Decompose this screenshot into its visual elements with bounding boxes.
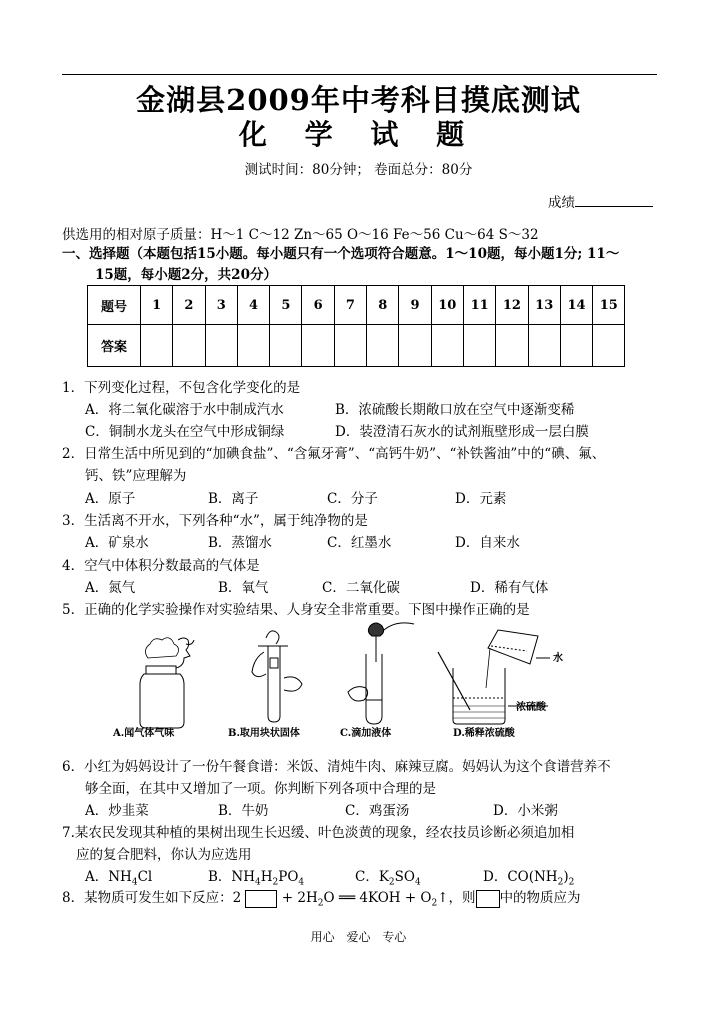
figure-a-smell-gas [140,638,194,728]
question-number: 9 [399,286,431,325]
question-number: 7 [334,286,366,325]
figure-c-drop-liquid [348,623,414,724]
score-label: 成绩 [548,195,575,211]
section1-heading-line2: 15题，每小题2分，共20分） [95,267,277,283]
q1-option-b: B．浓硫酸长期敞口放在空气中逐渐变稀 [335,402,575,418]
q4-option-b: B．氧气 [218,580,269,596]
page-subtitle: 化 学 试 题 [238,118,479,151]
q7-stem-line1: 7.某农民发现其种植的果树出现生长迟缓、叶色淡黄的现象，经农技员诊断必须追加相 [62,825,575,841]
answer-table-label: 答案 [88,325,141,367]
section1-heading-line1: 一、选择题（本题包括15小题。每小题只有一个选项符合题意。1～10题，每小题1分; 11～ [62,246,620,262]
question-number: 4 [237,286,269,325]
question-number: 12 [496,286,528,325]
answer-cell[interactable] [593,325,625,367]
q7-option-a: A．$NH_4Cl$ [85,869,153,888]
q1-stem: 1．下列变化过程，不包含化学变化的是 [62,380,301,396]
q2-option-a: A．原子 [85,491,136,507]
question-number: 6 [302,286,334,325]
answer-cell[interactable] [496,325,528,367]
q2-stem-line2: 钙、铁”应理解为 [85,468,187,484]
figure-d-water-label: 水 [553,653,563,664]
question-number: 11 [463,286,495,325]
q1-option-c: C．铜制水龙头在空气中形成铜绿 [85,424,285,440]
answer-cell[interactable] [560,325,592,367]
q2-option-b: B．离子 [208,491,259,507]
answer-cell[interactable] [334,325,366,367]
answer-cell[interactable] [141,325,173,367]
q3-option-c: C．红墨水 [327,535,392,551]
score-field [548,191,653,211]
q7-option-d: D．$CO(NH_2)_2$ [483,869,575,888]
q1-option-d: D．装澄清石灰水的试剂瓶壁形成一层白膜 [335,424,589,440]
q5-experiment-figure [108,618,568,743]
q2-stem-line1: 2．日常生活中所见到的“加碘食盐”、“含氟牙膏”、“高钙牛奶”、“补铁酱油”中的“碘、氟、 [62,446,606,462]
answer-table-answer-row [88,325,625,367]
q7-stem-line2: 应的复合肥料，你认为应选用 [76,847,252,863]
q6-stem-line1: 6．小红为妈妈设计了一份午餐食谱：米饭、清炖牛肉、麻辣豆腐。妈妈认为这个食谱营养不 [62,759,611,775]
q3-option-a: A．矿泉水 [85,535,149,551]
answer-cell[interactable] [302,325,334,367]
q3-stem: 3．生活离不开水，下列各种“水”，属于纯净物的是 [62,513,368,529]
q4-option-a: A．氮气 [85,580,136,596]
answer-table-number-row [88,286,625,325]
exam-info: 测试时间：80分钟； 卷面总分：80分 [244,162,473,178]
page-footer: 用心 爱心 专心 [310,930,407,944]
figure-d-acid-label: 浓硫酸 [516,702,546,713]
question-number: 1 [141,286,173,325]
q7-option-b: B．$NH_4H_2PO_4$ [208,869,305,888]
q6-option-c: C．鸡蛋汤 [345,803,410,819]
question-number: 15 [593,286,625,325]
figure-a-label: A.闻气体气味 [113,728,175,739]
q7-option-c: C．$K_2SO_4$ [355,869,421,888]
q8-blank-box-2[interactable] [476,890,500,908]
question-number: 10 [431,286,463,325]
q3-option-d: D．自来水 [455,535,520,551]
answer-cell[interactable] [367,325,399,367]
page-title: 金湖县2009年中考科目摸底测试 [136,83,581,117]
question-number: 2 [173,286,205,325]
answer-cell[interactable] [431,325,463,367]
atomic-masses: 供选用的相对原子质量：H～1 C～12 Zn～65 O～16 Fe～56 Cu～64 S～32 [62,227,539,243]
q8-stem: 8．某物质可发生如下反应：$2 + 2H_2O$ ══ $4KOH + O_2↑$，则 中的物质应为 [62,890,581,909]
q6-option-a: A．炒韭菜 [85,803,149,819]
answer-cell[interactable] [205,325,237,367]
q2-option-d: D．元素 [455,491,507,507]
answer-cell[interactable] [270,325,302,367]
answer-cell[interactable] [399,325,431,367]
q8-blank-box[interactable] [245,890,277,908]
q2-option-c: C．分子 [327,491,378,507]
q6-stem-line2: 够全面，在其中又增加了一项。你判断下列各项中合理的是 [85,781,436,797]
q4-option-c: C．二氧化碳 [322,580,400,596]
answer-cell[interactable] [528,325,560,367]
answer-cell[interactable] [173,325,205,367]
q4-stem: 4．空气中体积分数最高的气体是 [62,558,260,574]
question-number: 13 [528,286,560,325]
question-number: 14 [560,286,592,325]
figure-b-block-solid [252,631,302,722]
q6-option-b: B．牛奶 [218,803,269,819]
q6-option-d: D．小米粥 [493,803,558,819]
q5-stem: 5．正确的化学实验操作对实验结果、人身安全非常重要。下图中操作正确的是 [62,602,530,618]
q3-option-b: B．蒸馏水 [208,535,272,551]
figure-b-label: B.取用块状固体 [228,728,300,739]
answer-cell[interactable] [237,325,269,367]
question-number: 5 [270,286,302,325]
q4-option-d: D．稀有气体 [470,580,549,596]
figure-d-label: D.稀释浓硫酸 [453,728,515,739]
question-number: 8 [367,286,399,325]
answer-table [87,285,625,367]
answer-cell[interactable] [463,325,495,367]
q1-option-a: A．将二氧化碳溶于水中制成汽水 [85,402,284,418]
top-rule [62,74,657,75]
figure-c-label: C.滴加液体 [340,728,392,739]
answer-table-label: 题号 [88,286,141,325]
question-number: 3 [205,286,237,325]
score-blank[interactable] [575,194,653,207]
